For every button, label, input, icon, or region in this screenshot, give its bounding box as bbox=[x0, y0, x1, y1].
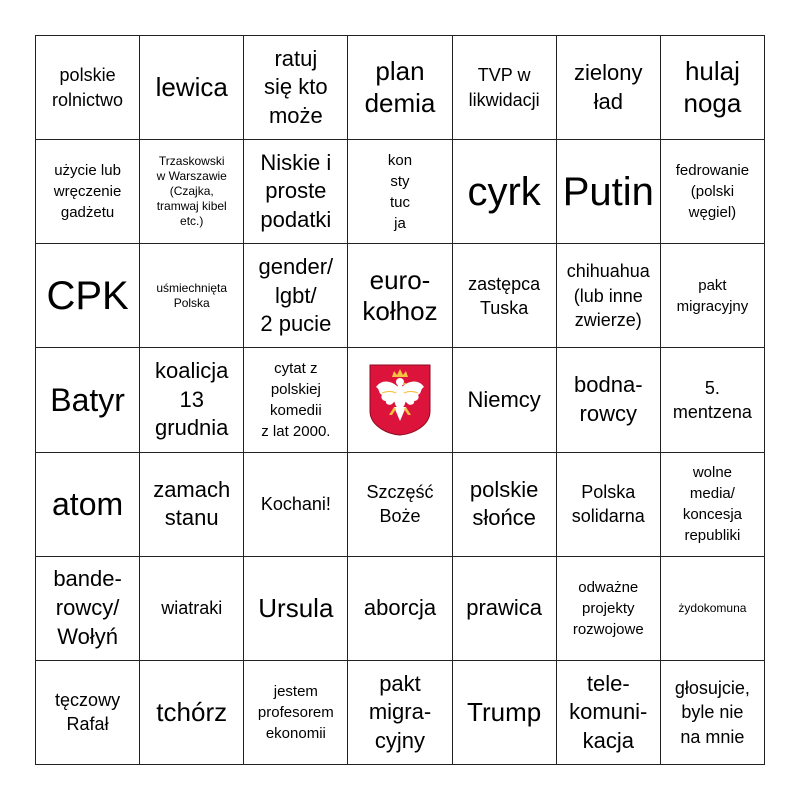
bingo-cell[interactable]: cyrk bbox=[453, 140, 557, 244]
bingo-cell[interactable]: pakt migracyjny bbox=[661, 244, 765, 348]
bingo-cell[interactable]: pakt migra- cyjny bbox=[348, 661, 452, 765]
bingo-cell[interactable]: kon sty tuc ja bbox=[348, 140, 452, 244]
bingo-cell[interactable]: Szczęść Boże bbox=[348, 453, 452, 557]
bingo-cell[interactable]: Niskie i proste podatki bbox=[244, 140, 348, 244]
bingo-cell[interactable]: wolne media/ koncesja republiki bbox=[661, 453, 765, 557]
bingo-cell[interactable]: bande- rowcy/ Wołyń bbox=[36, 557, 140, 661]
bingo-cell[interactable]: zamach stanu bbox=[140, 453, 244, 557]
bingo-cell[interactable]: Polska solidarna bbox=[557, 453, 661, 557]
bingo-cell[interactable]: Kochani! bbox=[244, 453, 348, 557]
bingo-cell[interactable]: polskie słońce bbox=[453, 453, 557, 557]
bingo-cell[interactable]: TVP w likwidacji bbox=[453, 36, 557, 140]
bingo-cell[interactable]: żydokomuna bbox=[661, 557, 765, 661]
bingo-grid bbox=[35, 35, 765, 765]
bingo-cell[interactable]: chihuahua (lub inne zwierze) bbox=[557, 244, 661, 348]
bingo-cell[interactable]: hulaj noga bbox=[661, 36, 765, 140]
bingo-cell[interactable]: tele- komuni- kacja bbox=[557, 661, 661, 765]
bingo-cell[interactable]: użycie lub wręczenie gadżetu bbox=[36, 140, 140, 244]
bingo-cell[interactable]: 5. mentzena bbox=[661, 348, 765, 452]
free-space-cell[interactable] bbox=[348, 348, 452, 452]
bingo-cell[interactable]: polskie rolnictwo bbox=[36, 36, 140, 140]
bingo-cell[interactable]: tchórz bbox=[140, 661, 244, 765]
bingo-cell[interactable]: fedrowanie (polski węgiel) bbox=[661, 140, 765, 244]
bingo-cell[interactable]: gender/ lgbt/ 2 pucie bbox=[244, 244, 348, 348]
bingo-cell[interactable]: odważne projekty rozwojowe bbox=[557, 557, 661, 661]
bingo-cell[interactable]: euro- kołhoz bbox=[348, 244, 452, 348]
bingo-cell[interactable]: zielony ład bbox=[557, 36, 661, 140]
bingo-cell[interactable]: cytat z polskiej komedii z lat 2000. bbox=[244, 348, 348, 452]
bingo-cell[interactable]: Niemcy bbox=[453, 348, 557, 452]
bingo-cell[interactable]: koalicja 13 grudnia bbox=[140, 348, 244, 452]
bingo-cell[interactable]: lewica bbox=[140, 36, 244, 140]
bingo-cell[interactable]: Trump bbox=[453, 661, 557, 765]
bingo-cell[interactable]: głosujcie, byle nie na mnie bbox=[661, 661, 765, 765]
bingo-cell[interactable]: CPK bbox=[36, 244, 140, 348]
bingo-cell[interactable]: zastępca Tuska bbox=[453, 244, 557, 348]
bingo-cell[interactable]: bodna- rowcy bbox=[557, 348, 661, 452]
bingo-cell[interactable]: Putin bbox=[557, 140, 661, 244]
bingo-cell[interactable]: atom bbox=[36, 453, 140, 557]
bingo-cell[interactable]: ratuj się kto może bbox=[244, 36, 348, 140]
bingo-cell[interactable]: prawica bbox=[453, 557, 557, 661]
bingo-cell[interactable]: uśmiechnięta Polska bbox=[140, 244, 244, 348]
bingo-cell[interactable]: Ursula bbox=[244, 557, 348, 661]
bingo-cell[interactable]: tęczowy Rafał bbox=[36, 661, 140, 765]
polish-white-eagle-emblem-icon bbox=[368, 363, 432, 437]
bingo-cell[interactable]: aborcja bbox=[348, 557, 452, 661]
bingo-cell[interactable]: jestem profesorem ekonomii bbox=[244, 661, 348, 765]
bingo-cell[interactable]: Trzaskowski w Warszawie (Czajka, tramwaj kibel etc.) bbox=[140, 140, 244, 244]
bingo-cell[interactable]: wiatraki bbox=[140, 557, 244, 661]
bingo-cell[interactable]: Batyr bbox=[36, 348, 140, 452]
bingo-cell[interactable]: plan demia bbox=[348, 36, 452, 140]
